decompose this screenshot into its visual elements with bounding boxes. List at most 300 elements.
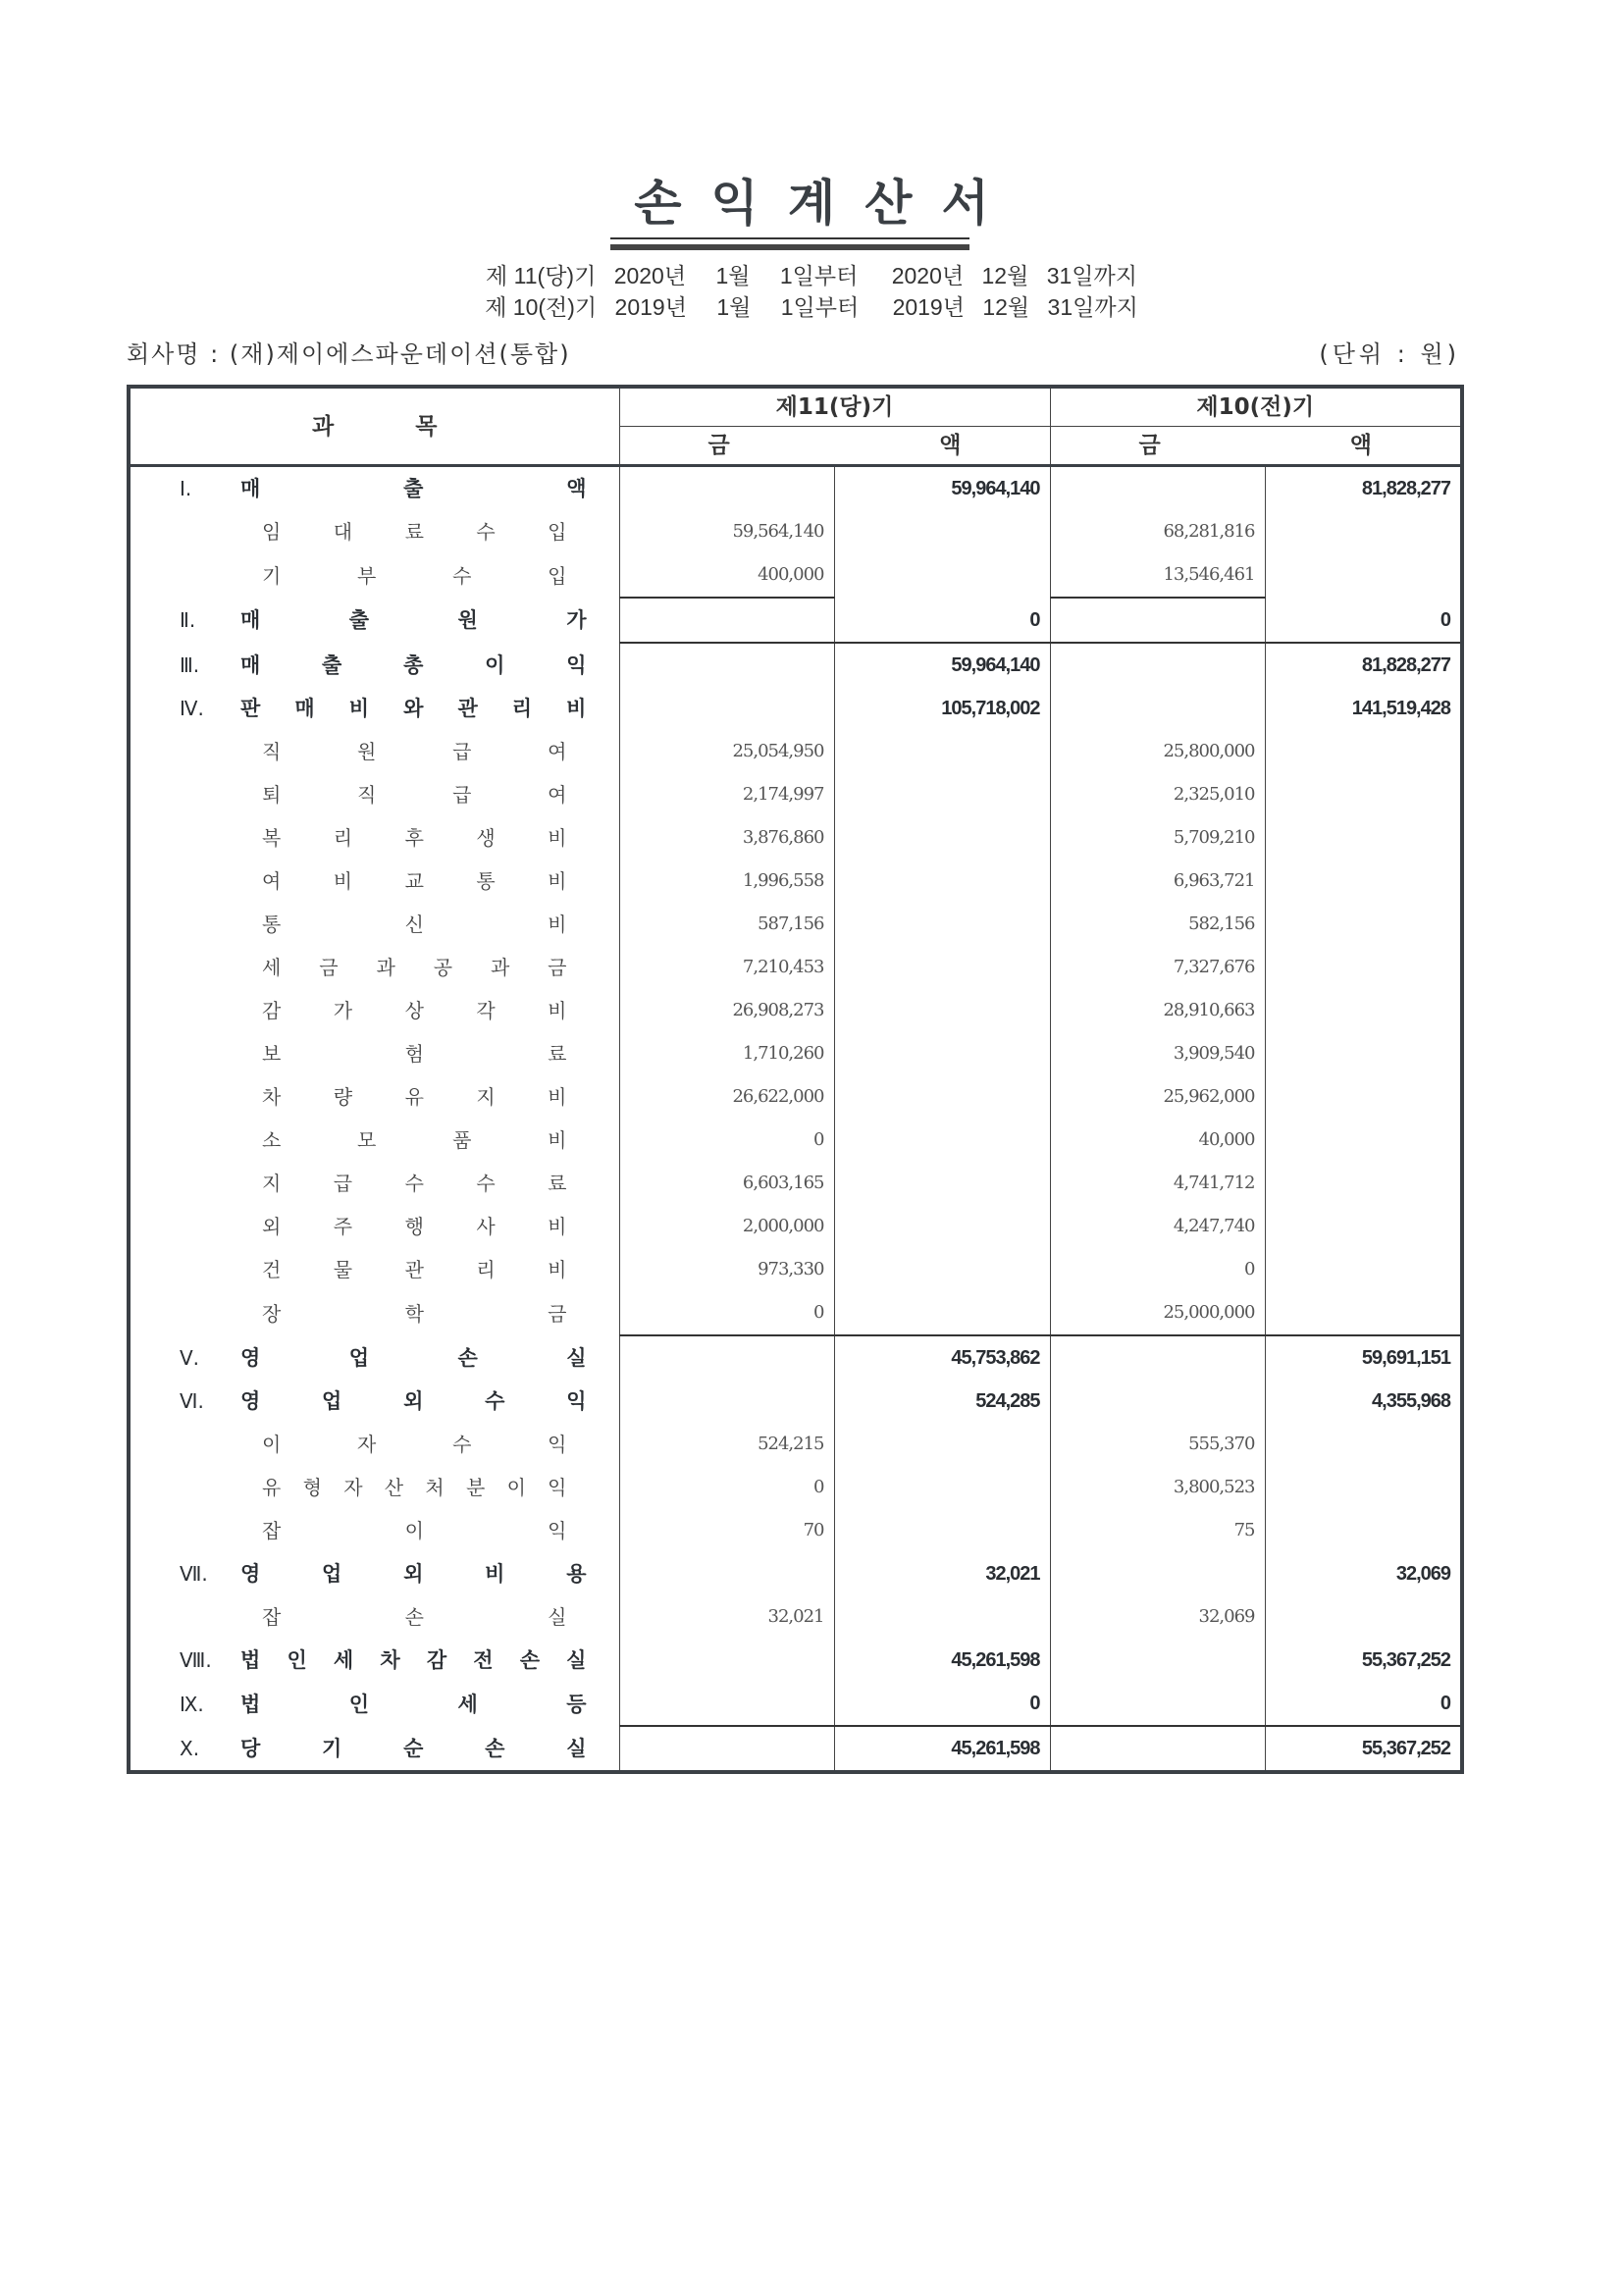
roman-numeral: Ⅷ. — [180, 1648, 212, 1672]
prior-total-amount — [1265, 860, 1462, 903]
label-char: 비 — [348, 697, 370, 720]
account-label — [129, 773, 619, 816]
label-char: 급 — [333, 1172, 353, 1195]
current-detail-amount — [619, 1682, 834, 1726]
label-char: 품 — [452, 1128, 472, 1152]
current-detail-amount: 6,603,165 — [619, 1162, 834, 1205]
account-label — [129, 553, 619, 598]
period-start-month: 1월 — [715, 263, 751, 288]
label-char: 임 — [262, 520, 282, 544]
item-title — [131, 739, 619, 764]
section-heading — [131, 1736, 619, 1761]
prior-total-amount — [1265, 946, 1462, 989]
amount-header-char: 금 — [1138, 433, 1161, 458]
current-total-amount — [834, 1291, 1050, 1335]
prior-detail-amount: 0 — [1050, 1248, 1265, 1291]
section-row — [129, 598, 1462, 643]
account-label — [129, 989, 619, 1032]
account-label — [129, 1032, 619, 1075]
roman-numeral: Ⅳ. — [180, 697, 204, 720]
current-total-amount: 59,964,140 — [834, 643, 1050, 687]
label-char: 이 — [262, 1433, 282, 1456]
current-total-amount: 0 — [834, 598, 1050, 643]
label-char: 산 — [384, 1476, 404, 1499]
currency-unit: (단위 : 원) — [1319, 340, 1460, 368]
current-total-amount: 45,261,598 — [834, 1639, 1050, 1682]
prior-total-amount: 81,828,277 — [1265, 466, 1462, 511]
label-char: 대 — [333, 520, 353, 544]
prior-amount-header — [1050, 427, 1462, 466]
item-row — [129, 1162, 1462, 1205]
label-char: 형 — [302, 1476, 322, 1499]
title-underline-thick — [610, 244, 969, 250]
label-char: 매 — [240, 652, 261, 677]
section-row — [129, 1682, 1462, 1726]
label-char: 와 — [403, 697, 424, 720]
section-title — [240, 607, 587, 633]
label-char: 금 — [548, 1301, 567, 1326]
item-row — [129, 1291, 1462, 1335]
label-char: 이 — [404, 1519, 424, 1542]
prior-total-amount — [1265, 1162, 1462, 1205]
current-total-amount — [834, 1205, 1050, 1248]
label-char: 사 — [476, 1215, 496, 1238]
account-label — [129, 466, 619, 511]
item-title — [131, 955, 619, 980]
current-total-amount — [834, 510, 1050, 553]
prior-detail-amount — [1050, 598, 1265, 643]
label-char: 외 — [262, 1215, 282, 1238]
prior-detail-amount: 68,281,816 — [1050, 510, 1265, 553]
item-title — [131, 782, 619, 808]
prior-total-amount: 55,367,252 — [1265, 1726, 1462, 1772]
prior-detail-amount: 555,370 — [1050, 1423, 1265, 1466]
label-char: 비 — [548, 869, 567, 893]
label-char: 입 — [548, 520, 567, 544]
label-char: 총 — [403, 652, 424, 677]
label-char: 자 — [343, 1476, 363, 1499]
period-end-month: 12월 — [981, 263, 1029, 288]
period-start-month: 1월 — [716, 294, 752, 320]
prior-detail-amount — [1050, 1726, 1265, 1772]
item-title — [131, 1171, 619, 1196]
label-char: 급 — [452, 740, 472, 763]
account-label — [129, 860, 619, 903]
current-detail-amount: 59,564,140 — [619, 510, 834, 553]
period-end-year: 2019년 — [892, 294, 965, 320]
account-label — [129, 510, 619, 553]
label-char: 차 — [262, 1085, 282, 1109]
label-char: 실 — [566, 1648, 587, 1672]
prior-period-header: 제10(전)기 — [1050, 387, 1462, 427]
item-title — [131, 1214, 619, 1239]
prior-total-amount — [1265, 1423, 1462, 1466]
section-title — [240, 1561, 587, 1587]
label-char: 비 — [548, 1128, 567, 1152]
section-heading — [131, 1647, 619, 1673]
current-detail-amount: 0 — [619, 1291, 834, 1335]
current-total-amount: 524,285 — [834, 1380, 1050, 1423]
label-char: 감 — [262, 999, 282, 1022]
label-char: 통 — [476, 869, 496, 893]
amount-header-char: 액 — [939, 433, 962, 458]
label-char: 수 — [476, 1172, 496, 1195]
section-row — [129, 466, 1462, 511]
section-heading — [131, 652, 619, 678]
label-char: 직 — [262, 740, 282, 763]
label-char: 생 — [476, 826, 496, 850]
item-title — [131, 1432, 619, 1457]
label-char: 여 — [548, 783, 567, 807]
prior-total-amount: 0 — [1265, 598, 1462, 643]
roman-numeral: Ⅸ. — [180, 1692, 204, 1716]
label-char: 통 — [262, 913, 282, 936]
current-total-amount — [834, 816, 1050, 860]
label-char: 행 — [404, 1215, 424, 1238]
current-total-amount — [834, 1595, 1050, 1639]
item-row — [129, 946, 1462, 989]
prior-total-amount — [1265, 903, 1462, 946]
label-char: 감 — [426, 1648, 447, 1672]
current-total-amount — [834, 1509, 1050, 1552]
label-char: 험 — [404, 1042, 424, 1066]
section-heading — [131, 607, 619, 633]
label-char: 인 — [348, 1692, 370, 1716]
current-total-amount — [834, 946, 1050, 989]
income-statement-table — [127, 385, 1464, 1774]
current-detail-amount: 26,908,273 — [619, 989, 834, 1032]
period-label: 제 10(전)기 — [485, 294, 598, 320]
label-char: 주 — [333, 1215, 353, 1238]
prior-detail-amount: 32,069 — [1050, 1595, 1265, 1639]
label-char: 순 — [403, 1736, 424, 1760]
label-char: 출 — [403, 477, 424, 500]
item-row — [129, 860, 1462, 903]
section-row — [129, 1726, 1462, 1772]
section-heading — [131, 476, 619, 501]
label-char: 당 — [240, 1736, 261, 1760]
prior-detail-amount: 4,247,740 — [1050, 1205, 1265, 1248]
label-char: 보 — [262, 1042, 282, 1066]
prior-detail-amount: 4,741,712 — [1050, 1162, 1265, 1205]
current-detail-amount: 587,156 — [619, 903, 834, 946]
label-char: 이 — [485, 652, 505, 677]
label-char: 비 — [548, 1215, 567, 1238]
account-label — [129, 643, 619, 687]
current-detail-amount: 70 — [619, 1509, 834, 1552]
period-start-year: 2019년 — [614, 294, 687, 320]
account-label — [129, 1552, 619, 1595]
prior-total-amount — [1265, 989, 1462, 1032]
prior-detail-amount: 2,325,010 — [1050, 773, 1265, 816]
label-char: 비 — [548, 913, 567, 936]
prior-detail-amount: 25,962,000 — [1050, 1075, 1265, 1119]
label-char: 수 — [452, 563, 472, 588]
prior-detail-amount: 40,000 — [1050, 1119, 1265, 1162]
label-char: 유 — [262, 1476, 282, 1499]
roman-numeral: Ⅲ. — [180, 652, 200, 677]
prior-total-amount: 55,367,252 — [1265, 1639, 1462, 1682]
label-char: 세 — [333, 1648, 354, 1672]
current-detail-amount — [619, 643, 834, 687]
prior-detail-amount: 5,709,210 — [1050, 816, 1265, 860]
item-row — [129, 903, 1462, 946]
prior-period-line — [0, 292, 1623, 322]
current-total-amount — [834, 903, 1050, 946]
prior-detail-amount: 3,800,523 — [1050, 1466, 1265, 1509]
current-period-line — [0, 261, 1623, 290]
current-total-amount — [834, 553, 1050, 598]
account-label — [129, 1466, 619, 1509]
section-row — [129, 687, 1462, 730]
label-char: 실 — [548, 1605, 567, 1629]
subject-header-char: 목 — [415, 413, 438, 440]
prior-detail-amount — [1050, 1335, 1265, 1380]
label-char: 공 — [433, 956, 453, 979]
prior-total-amount — [1265, 1248, 1462, 1291]
section-row — [129, 1552, 1462, 1595]
account-label — [129, 1205, 619, 1248]
item-title — [131, 1604, 619, 1630]
label-char: 리 — [476, 1258, 496, 1281]
section-row — [129, 1335, 1462, 1380]
current-detail-amount — [619, 687, 834, 730]
section-title — [240, 696, 587, 721]
account-label — [129, 1248, 619, 1291]
label-char: 비 — [566, 697, 587, 720]
label-char: 등 — [566, 1692, 587, 1716]
current-total-amount — [834, 989, 1050, 1032]
item-title — [131, 998, 619, 1023]
label-char: 비 — [548, 999, 567, 1022]
account-label — [129, 903, 619, 946]
item-row — [129, 510, 1462, 553]
label-char: 비 — [333, 869, 353, 893]
current-detail-amount — [619, 1726, 834, 1772]
item-title — [131, 1041, 619, 1067]
document-title: 손익계산서 — [634, 175, 1019, 232]
label-char: 직 — [357, 783, 377, 807]
account-label — [129, 1509, 619, 1552]
current-total-amount — [834, 1119, 1050, 1162]
label-char: 익 — [548, 1519, 567, 1542]
label-char: 법 — [240, 1648, 261, 1672]
label-char: 액 — [566, 477, 587, 500]
label-char: 관 — [457, 697, 478, 720]
item-title — [131, 825, 619, 851]
account-label — [129, 598, 619, 643]
label-char: 지 — [262, 1172, 282, 1195]
prior-total-amount — [1265, 1595, 1462, 1639]
label-char: 유 — [404, 1085, 424, 1109]
prior-detail-amount — [1050, 643, 1265, 687]
label-char: 용 — [566, 1562, 587, 1586]
current-total-amount: 59,964,140 — [834, 466, 1050, 511]
title-underline-thin — [610, 237, 969, 239]
account-label — [129, 1119, 619, 1162]
current-detail-amount: 32,021 — [619, 1595, 834, 1639]
label-char: 수 — [452, 1433, 472, 1456]
current-detail-amount — [619, 1552, 834, 1595]
item-row — [129, 730, 1462, 773]
prior-total-amount — [1265, 730, 1462, 773]
roman-numeral: Ⅰ. — [180, 477, 192, 500]
current-total-amount — [834, 860, 1050, 903]
prior-total-amount — [1265, 1509, 1462, 1552]
label-char: 영 — [240, 1562, 261, 1586]
prior-total-amount — [1265, 816, 1462, 860]
label-char: 자 — [357, 1433, 377, 1456]
prior-detail-amount — [1050, 1682, 1265, 1726]
label-char: 잡 — [262, 1519, 282, 1542]
current-detail-amount: 0 — [619, 1119, 834, 1162]
period-label: 제 11(당)기 — [486, 263, 597, 288]
label-char: 료 — [548, 1172, 567, 1195]
amount-header-char: 금 — [707, 433, 730, 458]
item-title — [131, 1257, 619, 1282]
amount-header-char: 액 — [1349, 433, 1372, 458]
prior-total-amount — [1265, 1119, 1462, 1162]
label-char: 손 — [485, 1736, 505, 1760]
section-title — [240, 1388, 587, 1414]
item-row — [129, 1032, 1462, 1075]
label-char: 외 — [403, 1562, 424, 1586]
current-detail-amount — [619, 1335, 834, 1380]
item-row — [129, 816, 1462, 860]
label-char: 교 — [404, 869, 424, 893]
label-char: 금 — [548, 956, 567, 979]
label-char: 잡 — [262, 1605, 282, 1629]
current-detail-amount — [619, 466, 834, 511]
label-char: 손 — [519, 1648, 541, 1672]
label-char: 과 — [490, 956, 510, 979]
prior-total-amount — [1265, 553, 1462, 598]
prior-detail-amount: 582,156 — [1050, 903, 1265, 946]
prior-total-amount: 81,828,277 — [1265, 643, 1462, 687]
prior-total-amount — [1265, 773, 1462, 816]
label-char: 분 — [465, 1476, 486, 1499]
label-char: 익 — [548, 1476, 567, 1499]
roman-numeral: Ⅵ. — [180, 1389, 204, 1413]
section-row — [129, 1639, 1462, 1682]
label-char: 손 — [404, 1605, 424, 1629]
label-char: 상 — [404, 999, 424, 1022]
current-detail-amount: 400,000 — [619, 553, 834, 598]
label-char: 지 — [476, 1085, 496, 1109]
label-char: 가 — [333, 999, 353, 1022]
account-label — [129, 1291, 619, 1335]
label-char: 익 — [566, 652, 587, 677]
account-label — [129, 1335, 619, 1380]
account-label — [129, 816, 619, 860]
current-total-amount: 45,753,862 — [834, 1335, 1050, 1380]
label-char: 모 — [357, 1128, 377, 1152]
section-heading — [131, 1561, 619, 1587]
label-char: 영 — [240, 1345, 261, 1370]
label-char: 소 — [262, 1128, 282, 1152]
section-title — [240, 1345, 587, 1371]
label-char: 원 — [457, 608, 478, 632]
prior-detail-amount — [1050, 1380, 1265, 1423]
label-char: 세 — [262, 956, 282, 979]
label-char: 신 — [404, 913, 424, 936]
roman-numeral: Ⅴ. — [180, 1345, 200, 1370]
label-char: 출 — [348, 608, 370, 632]
label-char: 관 — [404, 1258, 424, 1281]
label-char: 부 — [357, 563, 377, 588]
label-char: 입 — [548, 563, 567, 588]
label-char: 여 — [548, 740, 567, 763]
label-char: 익 — [548, 1433, 567, 1456]
label-char: 전 — [473, 1648, 494, 1672]
prior-total-amount: 32,069 — [1265, 1552, 1462, 1595]
account-label — [129, 1423, 619, 1466]
item-title — [131, 1301, 619, 1327]
section-title — [240, 1736, 587, 1761]
prior-total-amount — [1265, 1291, 1462, 1335]
label-char: 업 — [322, 1562, 342, 1586]
prior-detail-amount: 25,800,000 — [1050, 730, 1265, 773]
prior-total-amount — [1265, 1205, 1462, 1248]
current-detail-amount: 973,330 — [619, 1248, 834, 1291]
label-char: 원 — [357, 740, 377, 763]
item-row — [129, 1205, 1462, 1248]
item-title — [131, 1475, 619, 1500]
current-detail-amount: 1,710,260 — [619, 1032, 834, 1075]
section-row — [129, 643, 1462, 687]
label-char: 실 — [566, 1736, 587, 1760]
current-total-amount — [834, 773, 1050, 816]
label-char: 업 — [348, 1345, 370, 1370]
label-char: 리 — [511, 697, 533, 720]
account-label — [129, 687, 619, 730]
item-row — [129, 1075, 1462, 1119]
period-start-day: 1일부터 — [779, 263, 859, 288]
prior-total-amount: 0 — [1265, 1682, 1462, 1726]
item-row — [129, 1248, 1462, 1291]
section-heading — [131, 696, 619, 721]
label-char: 세 — [457, 1692, 478, 1716]
period-start-year: 2020년 — [613, 263, 687, 288]
item-title — [131, 1127, 619, 1153]
label-char: 수 — [476, 520, 496, 544]
current-total-amount — [834, 1162, 1050, 1205]
label-char: 외 — [403, 1389, 424, 1413]
period-end-day: 31일까지 — [1047, 294, 1138, 320]
label-char: 퇴 — [262, 783, 282, 807]
current-detail-amount — [619, 1639, 834, 1682]
roman-numeral: Ⅶ. — [180, 1562, 208, 1586]
account-label — [129, 1639, 619, 1682]
prior-total-amount — [1265, 1032, 1462, 1075]
prior-total-amount — [1265, 510, 1462, 553]
period-end-month: 12월 — [982, 294, 1030, 320]
item-row — [129, 989, 1462, 1032]
section-heading — [131, 1692, 619, 1717]
prior-detail-amount: 13,546,461 — [1050, 553, 1265, 598]
account-label — [129, 946, 619, 989]
label-char: 인 — [287, 1648, 307, 1672]
label-char: 법 — [240, 1692, 261, 1716]
item-title — [131, 1518, 619, 1543]
label-char: 매 — [240, 608, 261, 632]
label-char: 비 — [548, 1258, 567, 1281]
account-label — [129, 1162, 619, 1205]
label-char: 물 — [333, 1258, 353, 1281]
label-char: 처 — [425, 1476, 445, 1499]
label-char: 판 — [240, 697, 261, 720]
subject-header-char: 과 — [312, 413, 335, 440]
